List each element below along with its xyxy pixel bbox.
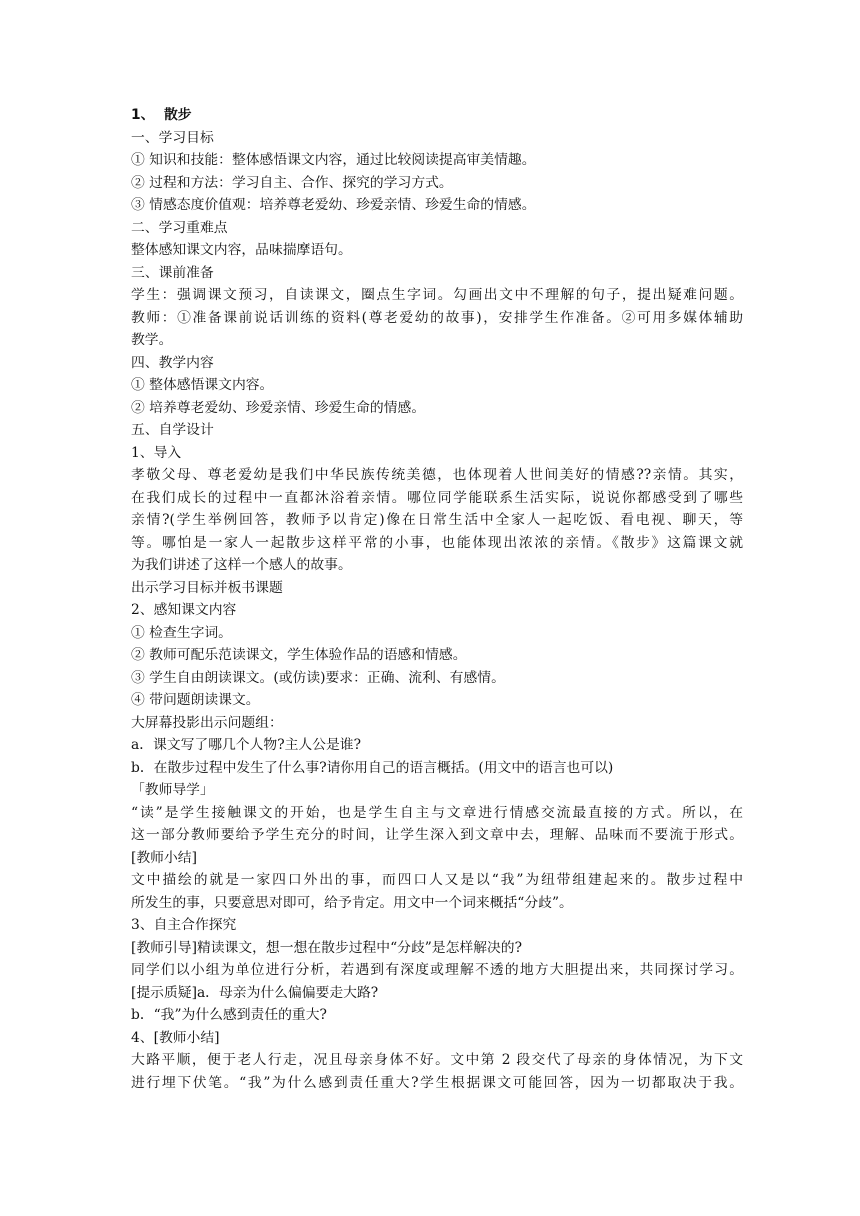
text-line: 四、教学内容 xyxy=(131,354,214,371)
text-line: 教师：①准备课前说话训练的资料(尊老爱幼的故事)，安排学生作准备。②可用多媒体辅助 xyxy=(131,309,743,326)
text-line: b．在散步过程中发生了什么事?请你用自己的语言概括。(用文中的语言也可以) xyxy=(131,759,614,776)
text-line: 1、导入 xyxy=(131,444,182,461)
text-line: ③ 学生自由朗读课文。(或仿读)要求：正确、流利、有感情。 xyxy=(131,669,505,686)
text-line: 大屏幕投影出示问题组： xyxy=(131,714,283,731)
text-line: 整体感知课文内容，品味揣摩语句。 xyxy=(131,242,352,258)
text-line: 文中描绘的就是一家四口外出的事，而四口人又是以“我”为纽带组建起来的。散步过程中 xyxy=(131,872,743,888)
text-line: 亲情?(学生举例回答，教师予以肯定)像在日常生活中全家人一起吃饭、看电视、聊天，等 xyxy=(131,512,743,528)
text-line: 等。哪怕是一家人一起散步这样平常的小事，也能体现出浓浓的亲情。《散步》这篇课文就 xyxy=(131,534,743,551)
document-title: 1、 散步 xyxy=(131,107,192,123)
text-line: ① 检查生字词。 xyxy=(131,624,232,641)
text-line: [教师小结] xyxy=(131,849,197,866)
text-line: 五、自学设计 xyxy=(131,422,214,438)
text-line: 进行埋下伏笔。“我”为什么感到责任重大?学生根据课文可能回答，因为一切都取决于我。 xyxy=(131,1074,743,1091)
text-line: 在我们成长的过程中一直都沐浴着亲情。哪位同学能联系生活实际，说说你都感受到了哪些 xyxy=(131,489,743,506)
text-line: [提示质疑]a．母亲为什么偏偏要走大路? xyxy=(131,984,379,1001)
text-line: 大路平顺，便于老人行走，况且母亲身体不好。文中第 2 段交代了母亲的身体情况，为下文 xyxy=(131,1052,743,1068)
text-line: 「教师导学」 xyxy=(131,782,214,798)
document-body xyxy=(131,104,743,1094)
text-line: 出示学习目标并板书课题 xyxy=(131,579,283,596)
text-line: 一、学习目标 xyxy=(131,129,214,146)
text-line: ① 知识和技能：整体感悟课文内容，通过比较阅读提高审美情趣。 xyxy=(131,152,536,168)
text-line: 所发生的事，只要意思对即可，给予肯定。用文中一个词来概括“分歧”。 xyxy=(131,894,573,911)
text-line: ④ 带问题朗读课文。 xyxy=(131,692,260,708)
text-line: ① 整体感悟课文内容。 xyxy=(131,377,274,393)
text-line: 三、课前准备 xyxy=(131,264,214,281)
text-line: b．“我”为什么感到责任的重大? xyxy=(131,1007,327,1023)
text-line: “读”是学生接触课文的开始，也是学生自主与文章进行情感交流最直接的方式。所以，在 xyxy=(131,804,743,821)
text-line: 2、感知课文内容 xyxy=(131,602,237,618)
text-line: 学生：强调课文预习，自读课文，圈点生字词。勾画出文中不理解的句子，提出疑难问题。 xyxy=(131,287,743,303)
text-line: ③ 情感态度价值观：培养尊老爱幼、珍爱亲情、珍爱生命的情感。 xyxy=(131,197,536,213)
text-line: a．课文写了哪几个人物?主人公是谁? xyxy=(131,737,361,753)
text-line: [教师引导]精读课文，想一想在散步过程中“分歧”是怎样解决的? xyxy=(131,939,522,956)
text-line: 同学们以小组为单位进行分析，若遇到有深度或理解不透的地方大胆提出来，共同探讨学习。 xyxy=(131,962,743,978)
text-line: ② 培养尊老爱幼、珍爱亲情、珍爱生命的情感。 xyxy=(131,399,426,416)
text-line: 3、自主合作探究 xyxy=(131,917,237,933)
text-line: 二、学习重难点 xyxy=(131,219,228,236)
text-line: 教学。 xyxy=(131,332,173,348)
text-line: ② 过程和方法：学习自主、合作、探究的学习方式。 xyxy=(131,174,453,191)
text-line: 为我们讲述了这样一个感人的故事。 xyxy=(131,557,352,573)
text-line: ② 教师可配乐范读课文，学生体验作品的语感和情感。 xyxy=(131,647,467,663)
text-line: 这一部分教师要给予学生充分的时间，让学生深入到文章中去，理解、品味而不要流于形式。 xyxy=(131,827,743,843)
text-line: 4、[教师小结] xyxy=(131,1029,220,1046)
text-line: 孝敬父母、尊老爱幼是我们中华民族传统美德，也体现着人世间美好的情感??亲情。其实， xyxy=(131,467,743,483)
